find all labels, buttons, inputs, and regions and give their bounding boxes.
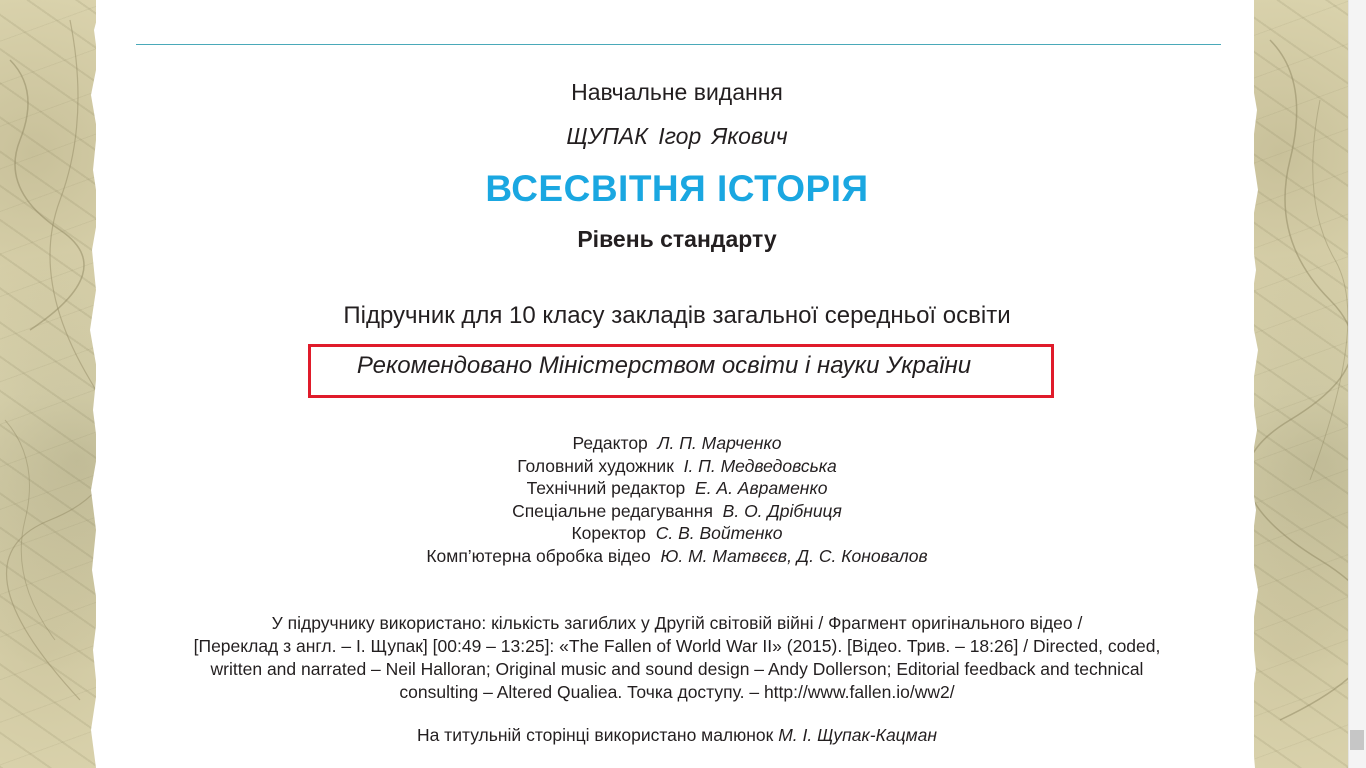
- credit-role: Комп’ютерна обробка відео: [426, 545, 651, 566]
- header-rule: [136, 44, 1221, 45]
- credit-person: Л. П. Марченко: [657, 433, 782, 453]
- credits-block: [96, 432, 1258, 567]
- credit-role: Редактор: [572, 433, 648, 453]
- credit-person: Е. А. Авраменко: [695, 478, 828, 498]
- credit-row: [96, 500, 1258, 523]
- credit-person: В. О. Дрібниця: [722, 500, 842, 521]
- credit-person: Ю. М. Матвєєв, Д. С. Коновалов: [660, 545, 928, 566]
- credit-role: Головний художник: [517, 455, 674, 476]
- book-subtitle: Підручник для 10 класу закладів загальної середньої освіти: [343, 302, 1011, 329]
- title-page-artist: М. І. Щупак-Кацман: [778, 725, 938, 745]
- author-name: ЩУПАК Ігор Якович: [566, 123, 788, 149]
- credit-role: Спеціальне редагування: [512, 500, 713, 521]
- credit-row: [96, 432, 1258, 455]
- recommendation-text: Рекомендовано Міністерством освіти і науки України: [356, 352, 972, 379]
- edition-label: Навчальне видання: [571, 79, 783, 105]
- source-notes: [96, 612, 1258, 704]
- scrollbar-thumb[interactable]: [1350, 730, 1364, 750]
- credit-row: [96, 477, 1258, 500]
- book-title: ВСЕСВІТНЯ ІСТОРІЯ: [485, 168, 869, 209]
- note-line: У підручнику використано: кількість загиблих у Другій світовій війні / Фрагмент оригінального відео /: [271, 613, 1083, 633]
- note-line: written and narrated – Neil Halloran; Original music and sound design – Andy Dollerson; Editorial feedback and technical: [210, 659, 1144, 679]
- credit-row: [96, 522, 1258, 545]
- level-label: Рівень стандарту: [577, 226, 777, 252]
- credit-role: Коректор: [571, 523, 646, 543]
- note-line: [Переклад з англ. – І. Щупак] [00:49 – 13:25]: «The Fallen of World War II» (2015). [Відео. Трив. – 18:26] / Directed, coded,: [193, 636, 1161, 656]
- credit-person: І. П. Медведовська: [683, 455, 837, 476]
- credit-role: Технічний редактор: [526, 478, 686, 498]
- vertical-scrollbar[interactable]: [1348, 0, 1366, 768]
- title-page-note-text: На титульній сторінці використано малюнок: [416, 725, 774, 745]
- credit-row: [96, 545, 1258, 568]
- credit-row: [96, 455, 1258, 478]
- note-line: consulting – Altered Qualiea. Точка доступу. – http://www.fallen.io/ww2/: [399, 682, 955, 702]
- title-page-note: [96, 725, 1258, 746]
- decorative-map-border-right: [1250, 0, 1348, 768]
- credit-person: С. В. Войтенко: [655, 523, 783, 543]
